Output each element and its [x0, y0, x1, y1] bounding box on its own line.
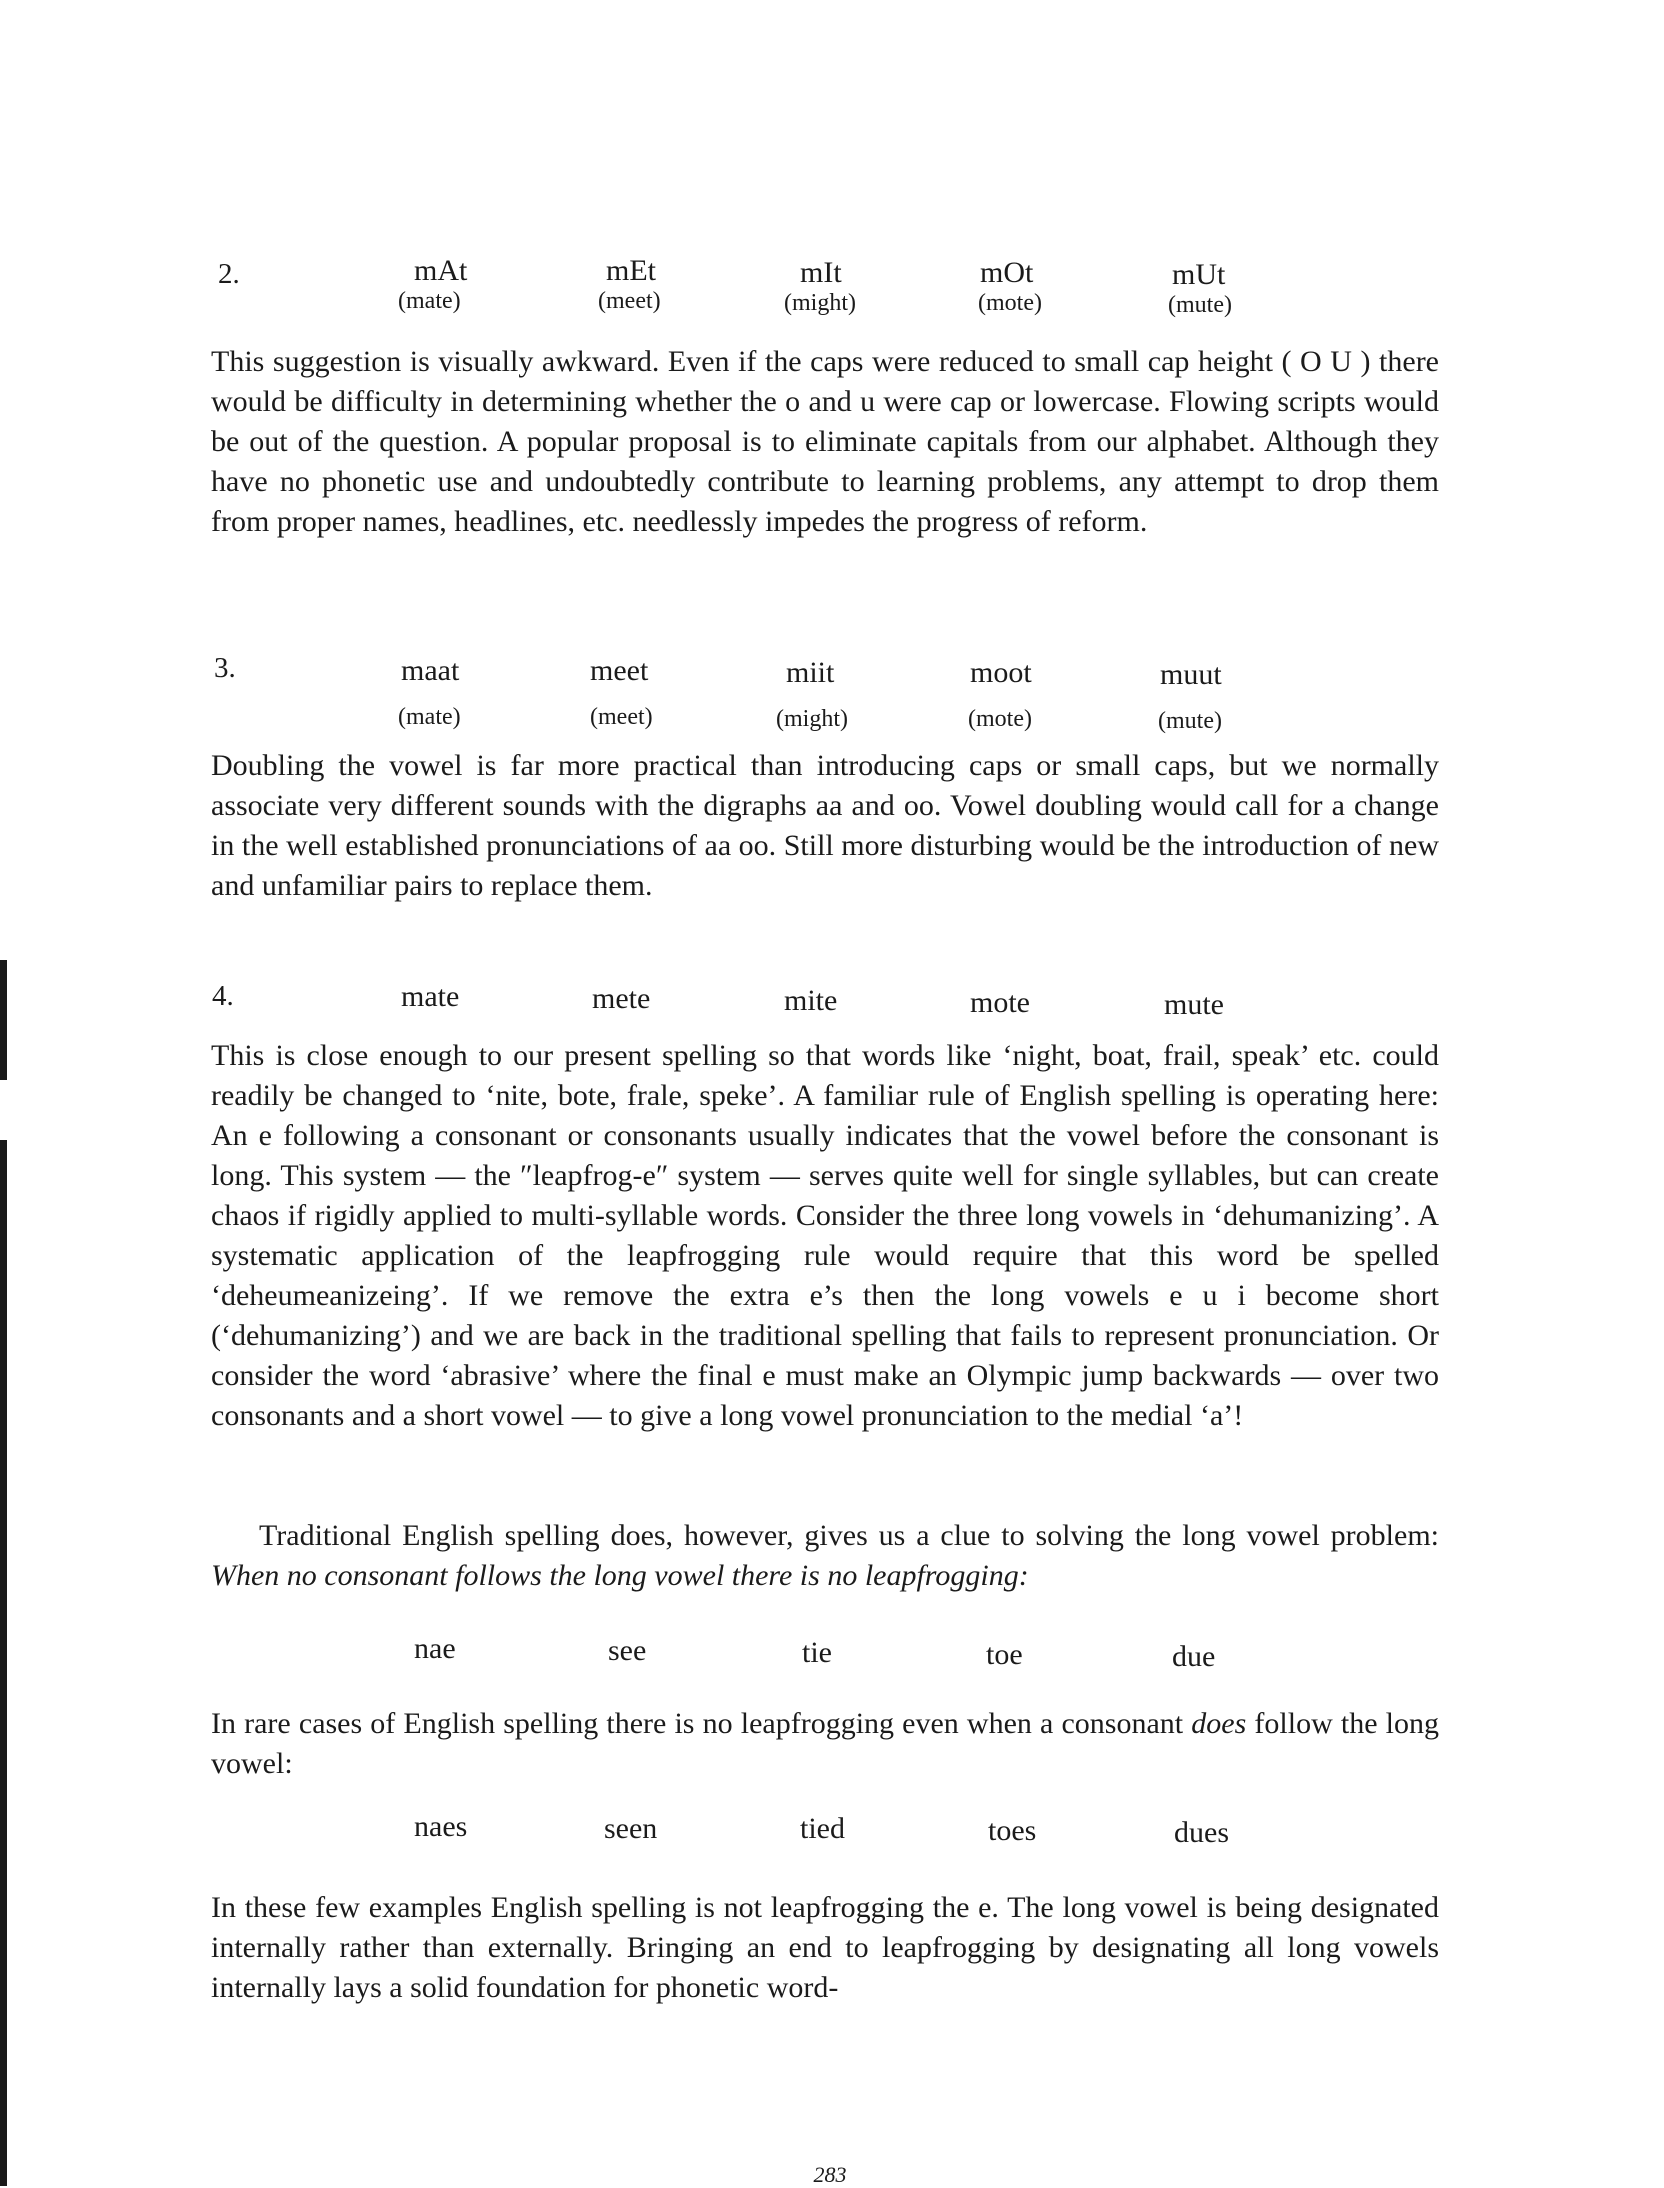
example-word: maat — [401, 654, 460, 687]
example-word: mAt — [414, 254, 468, 287]
example-word: see — [608, 1634, 647, 1667]
gloss: (mate) — [398, 288, 461, 314]
gloss: (mate) — [398, 704, 461, 730]
example-word: mute — [1164, 988, 1224, 1021]
gloss: (meet) — [590, 704, 653, 730]
example-word: tied — [800, 1812, 845, 1845]
paragraph-tail: follow the long vowel: — [211, 1707, 1440, 1780]
example-word: naes — [414, 1810, 468, 1843]
example-word: mete — [592, 982, 651, 1015]
paragraph — [211, 1516, 1439, 1596]
emphasis: does — [1191, 1707, 1247, 1740]
example-word: muut — [1160, 658, 1222, 691]
example-word: mOt — [980, 256, 1034, 289]
gloss: (mote) — [978, 290, 1042, 316]
paragraph-lead: In rare cases of English spelling there is no leapfrogging even when a consonant — [211, 1707, 1192, 1740]
gloss: (meet) — [598, 288, 661, 314]
gloss: (mote) — [968, 706, 1032, 732]
paragraph: This is close enough to our present spelling so that words like ‘night, boat, frail, speak’ etc. could readily be changed to ‘nite, bote, frale, speke’. A familiar rule of English spelling is operating here: An e following a consonant or consonants usually indicates that the vowel before the consonant is long. This system — the ″leapfrog-e″ system — serves quite well for single syllables, but can create chaos if rigidly applied to multi-syllable words. Consider the three long vowels in ‘dehumanizing’. A systematic application of the leapfrogging rule would require that this word be spelled ‘deheumeanizeing’. If we remove the extra e’s then the long vowels e u i become short (‘dehumanizing’) and we are back in the traditional spelling that fails to represent pronunciation. Or consider the word ‘abrasive’ where the final e must make an Olympic jump backwards — over two consonants and a short vowel — to give a long vowel pronunciation to the medial ‘a’! — [211, 1039, 1439, 1432]
example-word: mEt — [606, 254, 656, 287]
example-word: seen — [604, 1812, 658, 1845]
paragraph: Doubling the vowel is far more practical than introducing caps or small caps, but we normally associate very different sounds with the digraphs aa and oo. Vowel doubling would call for a change in the well established pronunciations of aa oo. Still more disturbing would be the introduction of new and unfamiliar pairs to replace them. — [211, 749, 1439, 902]
example-word: mite — [784, 984, 838, 1017]
gloss: (might) — [776, 706, 848, 732]
example-word: due — [1172, 1640, 1216, 1673]
gloss: (might) — [784, 290, 856, 316]
example-word: nae — [414, 1632, 456, 1665]
gloss: (mute) — [1158, 708, 1222, 734]
example-word: tie — [802, 1636, 832, 1669]
scan-edge-mark — [0, 960, 7, 1080]
section-number: 4. — [212, 980, 234, 1012]
scan-edge-mark — [0, 1140, 7, 2186]
section-number: 2. — [218, 258, 240, 290]
paragraph — [211, 1704, 1439, 1784]
example-word: moot — [970, 656, 1032, 689]
paragraph: In these few examples English spelling is not leapfrogging the e. The long vowel is being designated internally rather than externally. Bringing an end to leapfrogging by designating all long vowels internally lays a solid foundation for phonetic word- — [211, 1891, 1439, 2004]
section-number: 3. — [214, 652, 236, 684]
example-word: mIt — [800, 256, 842, 289]
example-word: toes — [988, 1814, 1037, 1847]
example-word: mote — [970, 986, 1030, 1019]
example-word: dues — [1174, 1816, 1229, 1849]
example-word: meet — [590, 654, 649, 687]
leapfrog-rule: When no consonant follows the long vowel there is no leapfrogging: — [211, 1559, 1029, 1592]
gloss: (mute) — [1168, 292, 1232, 318]
example-word: miit — [786, 656, 835, 689]
example-word: mate — [401, 980, 460, 1013]
paragraph: This suggestion is visually awkward. Even if the caps were reduced to small cap height ( O U ) there would be difficulty in determining whether the o and u were cap or lowercase. Flowing scripts would be out of the question. A popular proposal is to eliminate capitals from our alphabet. Although they have no phonetic use and undoubtedly contribute to learning problems, any attempt to drop them from proper names, headlines, etc. needlessly impedes the progress of reform. — [211, 345, 1439, 538]
example-word: toe — [986, 1638, 1023, 1671]
paragraph-lead: Traditional English spelling does, however, gives us a clue to solving the long vowel problem: — [259, 1519, 1439, 1552]
page-number: 283 — [813, 2162, 847, 2187]
example-word: mUt — [1172, 258, 1226, 291]
